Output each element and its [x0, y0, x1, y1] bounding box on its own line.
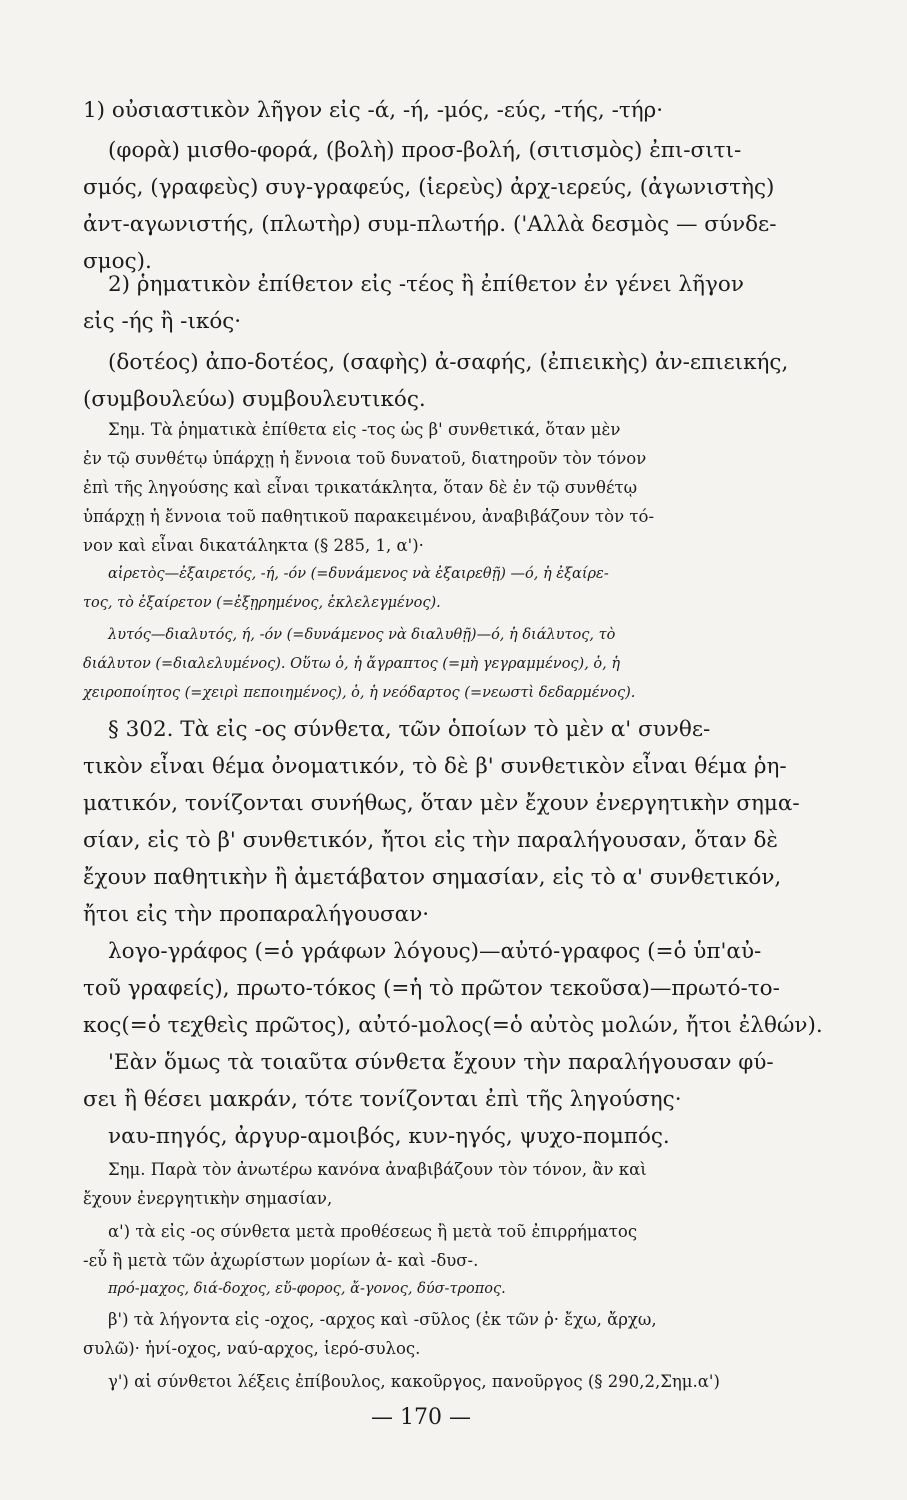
- text-line: § 302. Τὰ εἰς -ος σύνθετα, τῶν ὁποίων τὸ μὲν α' συνθε-: [108, 717, 711, 742]
- text-line: ὑπάρχῃ ἡ ἔννοια τοῦ παθητικοῦ παρακειμένου, ἀναβιβάζουν τὸν τό-: [83, 507, 655, 526]
- text-line: (φορὰ) μισθο-φορά, (βολὴ) προσ-βολή, (σιτισμὸς) ἐπι-σιτι-: [108, 138, 742, 163]
- text-line: λογο-γράφος (=ὁ γράφων λόγους)—αὐτό-γραφος (=ὁ ὑπ'αὐ-: [108, 939, 762, 964]
- text-line: Σημ. Παρὰ τὸν ἀνωτέρω κανόνα ἀναβιβάζουν τὸν τόνον, ἂν καὶ: [108, 1160, 647, 1179]
- text-line: 'Εὰν ὅμως τὰ τοιαῦτα σύνθετα ἔχουν τὴν παραλήγουσαν φύ-: [108, 1050, 774, 1075]
- text-line: κος(=ὁ τεχθεὶς πρῶτος), αὐτό-μολος(=ὁ αὐτὸς μολών, ἤτοι ἐλθών).: [83, 1013, 823, 1038]
- text-line: 2) ῥηματικὸν ἐπίθετον εἰς -τέος ἢ ἐπίθετον ἐν γένει λῆγον: [108, 272, 744, 297]
- page-number: — 170 —: [371, 1405, 471, 1430]
- text-line: ματικόν, τονίζονται συνήθως, ὅταν μὲν ἔχουν ἐνεργητικὴν σημα-: [83, 791, 800, 816]
- text-line: σμός, (γραφεὺς) συγ-γραφεύς, (ἱερεὺς) ἀρχ-ιερεύς, (ἀγωνιστὴς): [83, 175, 775, 200]
- text-line: α') τὰ εἰς -ος σύνθετα μετὰ προθέσεως ἢ μετὰ τοῦ ἐπιρρήματος: [108, 1222, 638, 1241]
- text-line: (συμβουλεύω) συμβουλευτικός.: [83, 387, 426, 412]
- text-line: τικὸν εἶναι θέμα ὀνοματικόν, τὸ δὲ β' συνθετικὸν εἶναι θέμα ῥη-: [83, 754, 787, 779]
- text-line: διάλυτον (=διαλελυμένος). Οὕτω ὁ, ἡ ἄγραπτος (=μὴ γεγραμμένος), ὁ, ἡ: [83, 656, 621, 672]
- text-line: ἐπὶ τῆς ληγούσης καὶ εἶναι τρικατάκλητα, ὅταν δὲ ἐν τῷ συνθέτῳ: [83, 478, 638, 497]
- text-line: ἔχουν ἐνεργητικὴν σημασίαν,: [83, 1189, 333, 1208]
- text-line: ἐν τῷ συνθέτῳ ὑπάρχῃ ἡ ἔννοια τοῦ δυνατοῦ, διατηροῦν τὸν τόνον: [83, 449, 647, 468]
- text-line: -εὖ ἢ μετὰ τῶν ἀχωρίστων μορίων ἀ- καὶ -δυσ-.: [83, 1251, 479, 1270]
- text-line: γ') αἱ σύνθετοι λέξεις ἐπίβουλος, κακοῦργος, πανοῦργος (§ 290,2,Σημ.α'): [108, 1372, 720, 1391]
- text-line: 1) οὐσιαστικὸν λῆγον εἰς -ά, -ή, -μός, -εύς, -τής, -τήρ·: [83, 98, 664, 123]
- text-line: ἤτοι εἰς τὴν προπαραλήγουσαν·: [83, 902, 430, 927]
- text-line: χειροποίητος (=χειρὶ πεποιημένος), ὁ, ἡ νεόδαρτος (=νεωστὶ δεδαρμένος).: [83, 685, 636, 701]
- text-line: ἔχουν παθητικὴν ἢ ἀμετάβατον σημασίαν, εἰς τὸ α' συνθετικόν,: [83, 865, 782, 890]
- text-line: ἀντ-αγωνιστής, (πλωτὴρ) συμ-πλωτήρ. ('Αλλὰ δεσμὸς — σύνδε-: [83, 212, 777, 237]
- text-line: λυτός—διαλυτός, ή, -όν (=δυνάμενος νὰ διαλυθῇ)—ό, ἡ διάλυτος, τὸ: [108, 627, 616, 643]
- text-line: σμος).: [83, 249, 152, 274]
- text-line: τος, τὸ ἐξαίρετον (=ἐξῃρημένος, ἐκλελεγμένος).: [83, 595, 441, 611]
- text-line: σίαν, εἰς τὸ β' συνθετικόν, ἤτοι εἰς τὴν παραλήγουσαν, ὅταν δὲ: [83, 828, 778, 853]
- text-line: (δοτέος) ἀπο-δοτέος, (σαφὴς) ἀ-σαφής, (ἐπιεικὴς) ἀν-επιεικής,: [108, 350, 789, 375]
- text-line: Σημ. Τὰ ῥηματικὰ ἐπίθετα εἰς -τος ὡς β' συνθετικά, ὅταν μὲν: [108, 420, 621, 439]
- text-line: νον καὶ εἶναι δικατάληκτα (§ 285, 1, α')·: [83, 536, 424, 555]
- text-line: ναυ-πηγός, ἀργυρ-αμοιβός, κυν-ηγός, ψυχο-πομπός.: [108, 1124, 670, 1149]
- text-line: τοῦ γραφείς), πρωτο-τόκος (=ἡ τὸ πρῶτον τεκοῦσα)—πρωτό-το-: [83, 976, 780, 1001]
- text-line: αἱρετὸς—ἐξαιρετός, -ή, -όν (=δυνάμενος νὰ ἐξαιρεθῇ) —ό, ἡ ἐξαίρε-: [108, 566, 609, 582]
- text-line: β') τὰ λήγοντα εἰς -οχος, -αρχος καὶ -σῦλος (ἐκ τῶν ῥ· ἔχω, ἄρχω,: [108, 1310, 657, 1329]
- text-line: σει ἢ θέσει μακράν, τότε τονίζονται ἐπὶ τῆς ληγούσης·: [83, 1087, 682, 1112]
- text-line: εἰς -ής ἢ -ικός·: [83, 309, 242, 334]
- text-line: συλῶ)· ἡνί-οχος, ναύ-αρχος, ἱερό-συλος.: [83, 1339, 421, 1358]
- text-line: πρό-μαχος, διά-δοχος, εὔ-φορος, ἄ-γονος, δύσ-τροπος.: [108, 1281, 506, 1297]
